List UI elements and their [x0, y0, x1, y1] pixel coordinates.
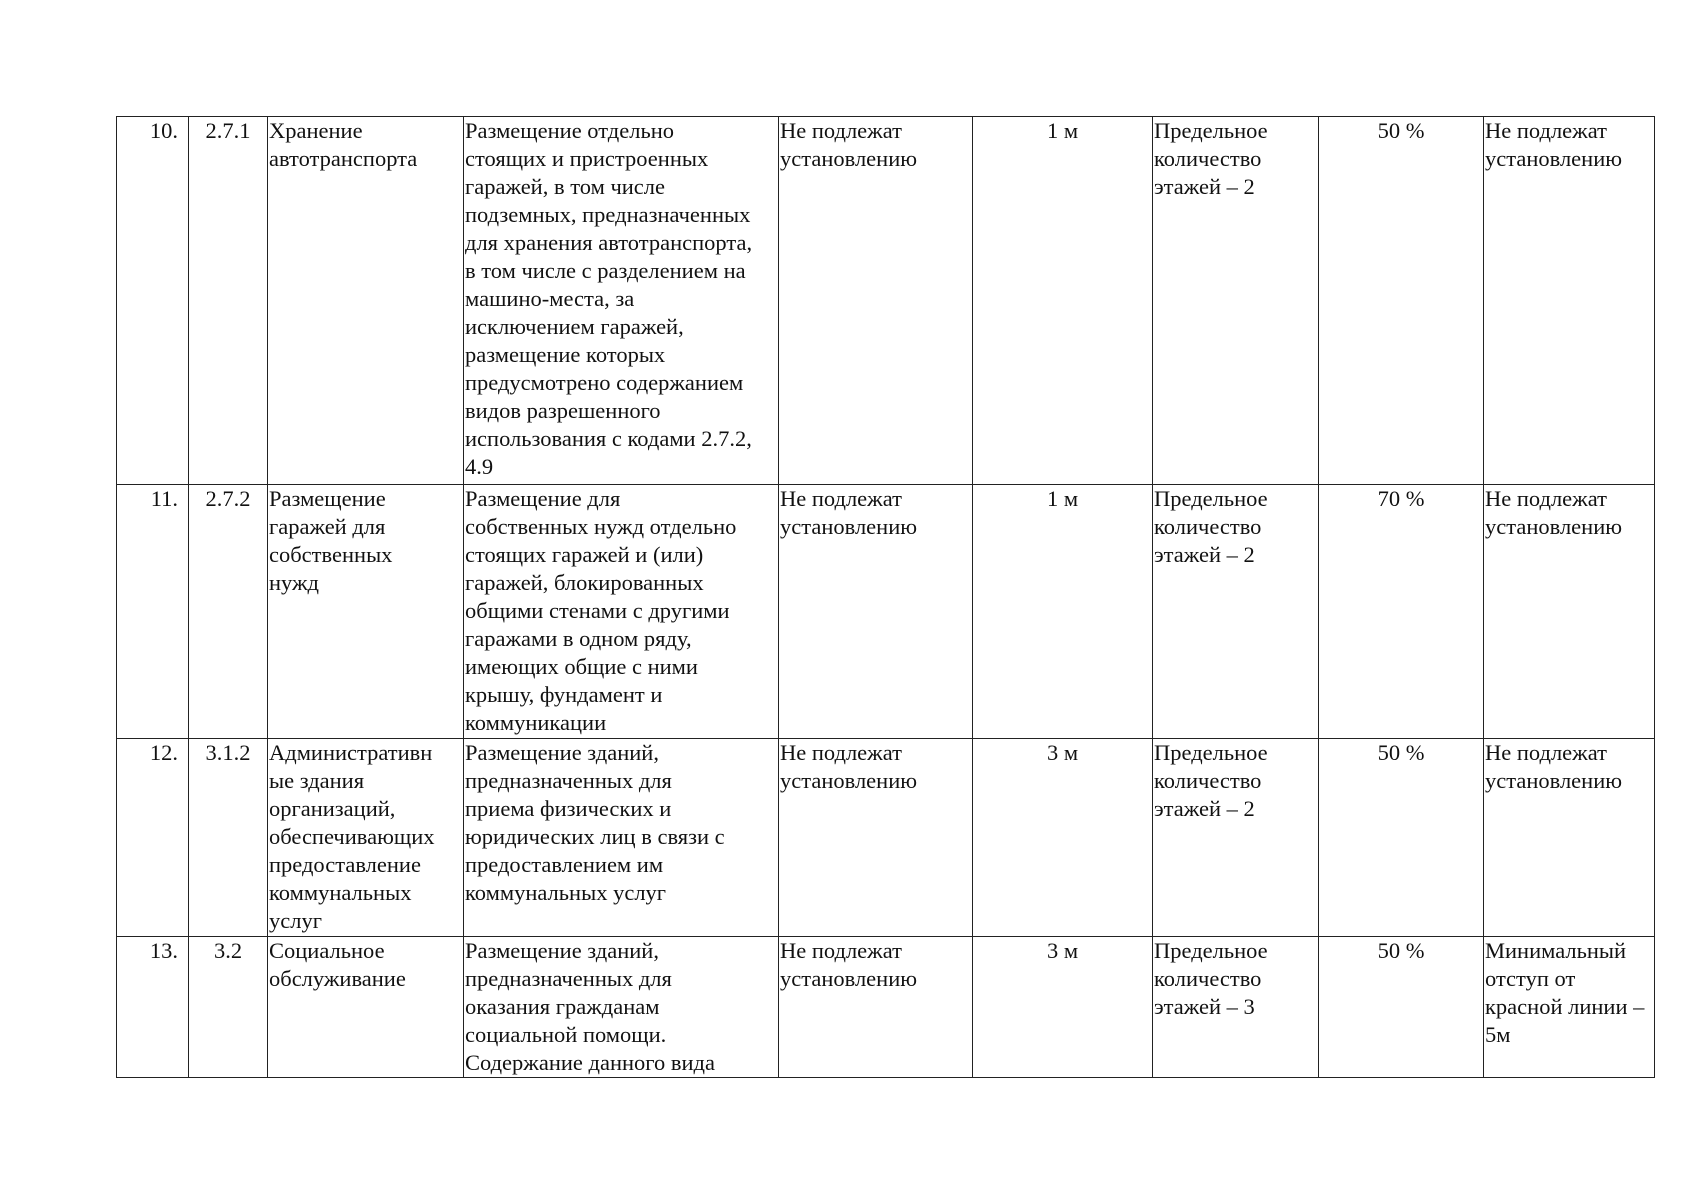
- max-coverage: 50 %: [1319, 117, 1484, 485]
- use-description: Размещение зданий, предназначенных для приема физических и юридических лиц в связи с предоставлением им коммунальных услуг: [464, 739, 779, 937]
- table-row: [117, 117, 1655, 485]
- use-code: 3.2: [189, 937, 268, 1078]
- other-parameters: Не подлежат установлению: [1484, 739, 1655, 937]
- use-name: Размещение гаражей для собственных нужд: [268, 485, 464, 739]
- min-setback: 1 м: [973, 117, 1153, 485]
- min-setback: 1 м: [973, 485, 1153, 739]
- other-parameters: Не подлежат установлению: [1484, 485, 1655, 739]
- use-code: 2.7.2: [189, 485, 268, 739]
- row-number: 13.: [117, 937, 189, 1078]
- parameter-not-set: Не подлежат установлению: [779, 739, 973, 937]
- max-floors: Предельное количество этажей – 2: [1153, 117, 1319, 485]
- other-parameters: Минимальный отступ от красной линии – 5м: [1484, 937, 1655, 1078]
- table-row: [117, 739, 1655, 937]
- row-number: 11.: [117, 485, 189, 739]
- parameter-not-set: Не подлежат установлению: [779, 485, 973, 739]
- use-name: Административн ые здания организаций, обеспечивающих предоставление коммунальных услуг: [268, 739, 464, 937]
- regulations-table: [116, 116, 1655, 1078]
- row-number: 12.: [117, 739, 189, 937]
- row-number: 10.: [117, 117, 189, 485]
- max-coverage: 70 %: [1319, 485, 1484, 739]
- use-code: 2.7.1: [189, 117, 268, 485]
- use-code: 3.1.2: [189, 739, 268, 937]
- use-name: Хранение автотранспорта: [268, 117, 464, 485]
- max-coverage: 50 %: [1319, 937, 1484, 1078]
- min-setback: 3 м: [973, 937, 1153, 1078]
- max-coverage: 50 %: [1319, 739, 1484, 937]
- use-description: Размещение для собственных нужд отдельно стоящих гаражей и (или) гаражей, блокированных общими стенами с другими гаражами в одном ряду, имеющих общие с ними крышу, фундамент и коммуникации: [464, 485, 779, 739]
- use-description: Размещение отдельно стоящих и пристроенных гаражей, в том числе подземных, предназначенных для хранения автотранспорта, в том числе с разделением на машино-места, за исключением гаражей, размещение которых предусмотрено содержанием видов разрешенного использования с кодами 2.7.2, 4.9: [464, 117, 779, 485]
- max-floors: Предельное количество этажей – 2: [1153, 739, 1319, 937]
- parameter-not-set: Не подлежат установлению: [779, 117, 973, 485]
- table-row: [117, 937, 1655, 1078]
- other-parameters: Не подлежат установлению: [1484, 117, 1655, 485]
- max-floors: Предельное количество этажей – 2: [1153, 485, 1319, 739]
- use-description: Размещение зданий, предназначенных для оказания гражданам социальной помощи. Содержание данного вида: [464, 937, 779, 1078]
- min-setback: 3 м: [973, 739, 1153, 937]
- use-name: Социальное обслуживание: [268, 937, 464, 1078]
- table-row: [117, 485, 1655, 739]
- parameter-not-set: Не подлежат установлению: [779, 937, 973, 1078]
- max-floors: Предельное количество этажей – 3: [1153, 937, 1319, 1078]
